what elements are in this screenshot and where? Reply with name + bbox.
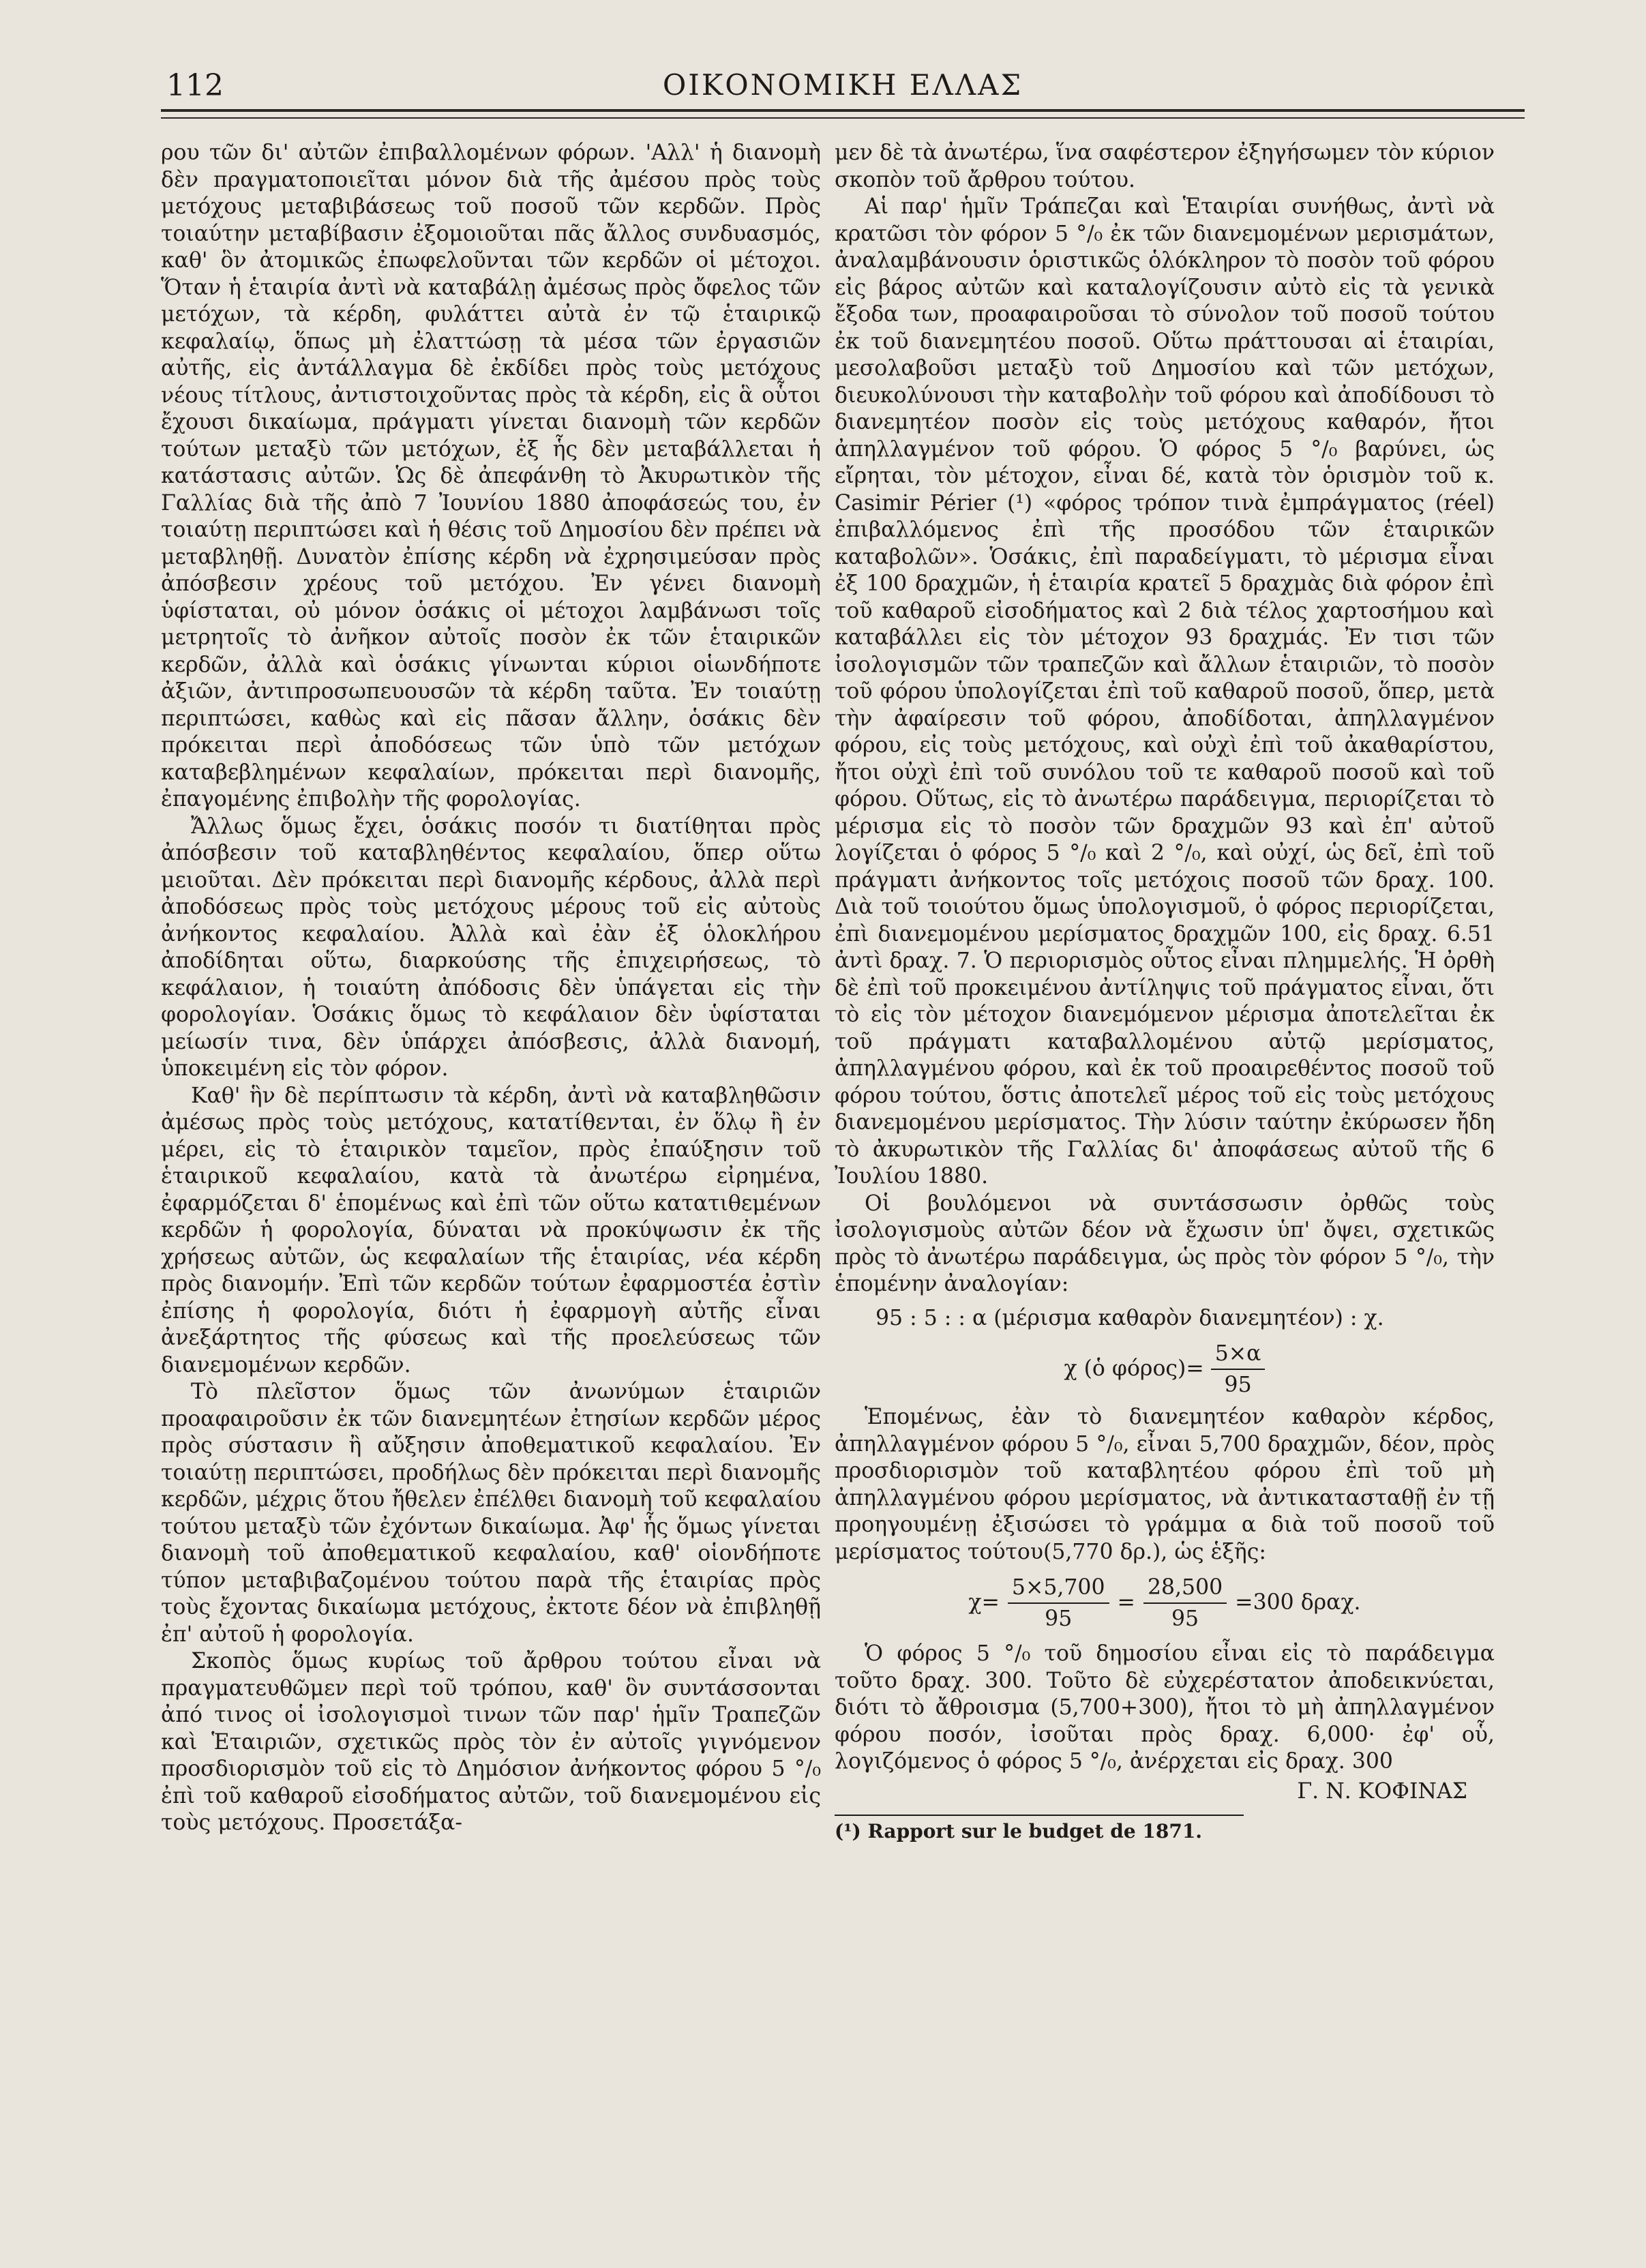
formula-lhs: χ (ὁ φόρος)= [1064, 1356, 1204, 1382]
fraction [1143, 1572, 1227, 1634]
paragraph: Ὁ φόρος 5 °/₀ τοῦ δημοσίου εἶναι εἰς τὸ παράδειγμα τοῦτο δραχ. 300. Τοῦτο δὲ εὐχερέστατον ἀποδεικνύεται, διότι τὸ ἄθροισμα (5,700+300), ἤτοι τὸ μὴ ἀπηλλαγμένον φόρου ποσόν, ἰσοῦται πρὸς δραχ. 6,000· ἐφ' οὗ, λογιζόμενος ὁ φόρος 5 °/₀, ἀνέρχεται εἰς δραχ. 300 [835, 1641, 1495, 1774]
paragraph: Αἱ παρ' ἡμῖν Τράπεζαι καὶ Ἑταιρίαι συνήθως, ἀντὶ νὰ κρατῶσι τὸν φόρον 5 °/₀ ἐκ τῶν διανεμομένων μερισμάτων, ἀναλαμβάνουσιν ὁριστικῶς ὁλόκληρον τὸ ποσὸν τοῦ φόρου εἰς βάρος αὐτῶν καὶ καταλογίζουσιν αὐτὸ εἰς τὰ γενικὰ ἔξοδα των, προαφαιροῦσαι τὸ σύνολον τοῦ ποσοῦ τούτου ἐκ τοῦ διανεμητέου ποσοῦ. Οὕτω πράττουσαι αἱ ἑταιρίαι, μεσολαβοῦσι μεταξὺ τοῦ Δημοσίου καὶ τῶν μετόχων, διευκολύνουσι τὴν καταβολὴν τοῦ φόρου καὶ ἀποδίδουσι τὸ διανεμητέον ποσὸν εἰς τοὺς μετόχους καθαρόν, ἤτοι ἀπηλλαγμένον τοῦ φόρου. Ὁ φόρος 5 °/₀ βαρύνει, ὡς εἴρηται, τὸν μέτοχον, εἶναι δέ, κατὰ τὸν ὁρισμὸν τοῦ κ. Casimir Périer (¹) «φόρος τρόπον τινὰ ἐμπράγματος (réel) ἐπιβαλλόμενος ἐπὶ τῆς προσόδου τῶν ἑταιρικῶν καταβολῶν». Ὁσάκις, ἐπὶ παραδείγματι, τὸ μέρισμα εἶναι ἐξ 100 δραχμῶν, ἡ ἑταιρία κρατεῖ 5 δραχμὰς διὰ φόρον ἐπὶ τοῦ καθαροῦ εἰσοδήματος καὶ 2 διὰ τέλος χαρτοσήμου καὶ καταβάλλει εἰς τὸν μέτοχον 93 δραχμάς. Ἐν τισι τῶν ἰσολογισμῶν τῶν τραπεζῶν καὶ ἄλλων ἑταιριῶν, τὸ ποσὸν τοῦ φόρου ὑπολογίζεται ἐπὶ τοῦ καθαροῦ ποσοῦ, ὅπερ, μετὰ τὴν ἀφαίρεσιν τοῦ φόρου, ἀποδίδοται, ἀπηλλαγμένον φόρου, εἰς τοὺς μετόχους, καὶ οὐχὶ ἐπὶ τοῦ ἀκαθαρίστου, ἤτοι οὐχὶ ἐπὶ τοῦ συνόλου τοῦ τε καθαροῦ ποσοῦ καὶ τοῦ φόρου. Οὕτως, εἰς τὸ ἀνωτέρω παράδειγμα, περιορίζεται τὸ μέρισμα εἰς τὸ ποσὸν τῶν δραχμῶν 93 καὶ ἐπ' αὐτοῦ λογίζεται ὁ φόρος 5 °/₀ καὶ 2 °/₀, καὶ οὐχί, ὡς δεῖ, ἐπὶ τοῦ πράγματι ἀνήκοντος τοῖς μετόχοις ποσοῦ τῶν δραχ. 100. Διὰ τοῦ τοιούτου ὅμως ὑπολογισμοῦ, ὁ φόρος περιορίζεται, ἐπὶ διανεμομένου μερίσματος δραχμῶν 100, εἰς δραχ. 6.51 ἀντὶ δραχ. 7. Ὁ περιορισμὸς οὗτος εἶναι πλημμελής. Ἡ ὀρθὴ δὲ ἐπὶ τοῦ προκειμένου ἀντίληψις τοῦ πράγματος εἶναι, ὅτι τὸ εἰς τὸν μέτοχον διανεμόμενον μέρισμα ἀποτελεῖται ἐκ τοῦ πράγματι καταβαλλομένου αὐτῷ μερίσματος, ἀπηλλαγμένου φόρου, καὶ ἐκ τοῦ προαιρεθέντος ποσοῦ τοῦ φόρου τούτου, ὅστις ἀποτελεῖ μέρος τοῦ εἰς τοὺς μετόχους διανεμομένου μερίσματος. Τὴν λύσιν ταύτην ἐκύρωσεν ἤδη τὸ ἀκυρωτικὸν τῆς Γαλλίας δι' ἀποφάσεως αὐτοῦ τῆς 6 Ἰουλίου 1880. [835, 194, 1495, 1189]
fraction [1211, 1339, 1266, 1400]
fraction-denominator: 95 [1045, 1607, 1073, 1631]
formula-lhs: χ= [968, 1590, 1000, 1615]
equals-sign: = [1117, 1590, 1135, 1615]
fraction-numerator: 28,500 [1143, 1572, 1227, 1604]
page-header [161, 63, 1525, 110]
tax-formula [835, 1339, 1495, 1400]
page-number: 112 [166, 68, 224, 103]
fraction-numerator: 5×5,700 [1008, 1572, 1109, 1604]
footnote-rule [835, 1815, 1244, 1816]
fraction [1008, 1572, 1109, 1634]
footnote: (¹) Rapport sur le budget de 1871. [835, 1820, 1203, 1842]
left-column [161, 140, 821, 1837]
fraction-denominator: 95 [1171, 1607, 1199, 1631]
fraction-denominator: 95 [1224, 1373, 1252, 1397]
header-rule-thick [161, 109, 1525, 112]
paragraph: ρου τῶν δι' αὐτῶν ἐπιβαλλομένων φόρων. 'Αλλ' ἡ διανομὴ δὲν πραγματοποιεῖται μόνον διὰ τῆς ἀμέσου πρὸς τοὺς μετόχους μεταβιβάσεως τοῦ ποσοῦ τῶν κερδῶν. Πρὸς τοιαύτην μεταβίβασιν ἐξομοιοῦται πᾶς ἄλλος συνδυασμός, καθ' ὃν ἀτομικῶς ἐπωφελοῦνται τῶν κερδῶν οἱ μέτοχοι. Ὅταν ἡ ἑταιρία ἀντὶ νὰ καταβάλῃ ἀμέσως πρὸς ὄφελος τῶν μετόχων, τὰ κέρδη, φυλάττει αὐτὰ ἐν τῷ ἑταιρικῷ κεφαλαίῳ, ὅπως μὴ ἐλαττώσῃ τὰ μέσα τῶν ἐργασιῶν αὐτῆς, εἰς ἀντάλλαγμα δὲ ἐκδίδει πρὸς τοὺς μετόχους νέους τίτλους, ἀντιστοιχοῦντας πρὸς τὰ κέρδη, εἰς ἃ οὗτοι ἔχουσι δικαίωμα, πράγματι γίνεται διανομὴ τῶν κερδῶν τούτων μεταξὺ τῶν μετόχων, ἐξ ἧς δὲν μεταβάλλεται ἡ κατάστασις αὐτῶν. Ὡς δὲ ἀπεφάνθη τὸ Ἀκυρωτικὸν τῆς Γαλλίας διὰ τῆς ἀπὸ 7 Ἰουνίου 1880 ἀποφάσεώς του, ἐν τοιαύτῃ περιπτώσει καὶ ἡ θέσις τοῦ Δημοσίου δὲν πρέπει νὰ μεταβληθῇ. Δυνατὸν ἐπίσης κέρδη νὰ ἐχρησιμεύσαν πρὸς ἀπόσβεσιν χρέους τοῦ μετόχου. Ἐν γένει διανομὴ ὑφίσταται, οὐ μόνον ὁσάκις οἱ μέτοχοι λαμβάνωσι τοῖς μετρητοῖς τὸ ἀνῆκον αὐτοῖς ποσὸν ἐκ τῶν ἑταιρικῶν κερδῶν, ἀλλὰ καὶ ὁσάκις γίνωνται κύριοι οἱωνδήποτε ἀξιῶν, ἀντιπροσωπευουσῶν τὰ κέρδη ταῦτα. Ἐν τοιαύτῃ περιπτώσει, καθὼς καὶ εἰς πᾶσαν ἄλλην, ὁσάκις δὲν πρόκειται περὶ ἀποδόσεως τῶν ὑπὸ τῶν μετόχων καταβεβλημένων κεφαλαίων, πρόκειται περὶ διανομῆς, ἐπαγομένης ἐπιβολὴν τῆς φορολογίας. [161, 140, 821, 811]
paragraph: Σκοπὸς ὅμως κυρίως τοῦ ἄρθρου τούτου εἶναι νὰ πραγματευθῶμεν περὶ τοῦ τρόπου, καθ' ὃν συντάσσονται ἀπό τινος οἱ ἰσολογισμοὶ τινων τῶν παρ' ἡμῖν Τραπεζῶν καὶ Ἑταιριῶν, σχετικῶς πρὸς τὸν ἐν αὐτοῖς γιγνόμενον προσδιορισμὸν τοῦ εἰς τὸ Δημόσιον ἀνήκοντος φόρου 5 °/₀ ἐπὶ τοῦ καθαροῦ εἰσοδήματος αὐτῶν, τοῦ διανεμομένου εἰς τοὺς μετόχους. Προσετάξα- [161, 1649, 821, 1835]
header-rule-thin [161, 117, 1525, 119]
right-column [835, 140, 1495, 1843]
paragraph: Ἑπομένως, ἐὰν τὸ διανεμητέον καθαρὸν κέρδος, ἀπηλλαγμένον φόρου 5 °/₀, εἶναι 5,700 δραχμῶν, δέον, πρὸς προσδιορισμὸν τοῦ καταβλητέου φόρου ἐπὶ τοῦ μὴ ἀπηλλαγμένου φόρου μερίσματος, νὰ ἀντικατασταθῇ ἐν τῇ προηγουμένῃ ἐξισώσει τὸ γράμμα α διὰ τοῦ ποσοῦ τοῦ μερίσματος τούτου(5,770 δρ.), ὡς ἑξῆς: [835, 1405, 1495, 1564]
calculation-formula [835, 1572, 1495, 1634]
running-title: ΟΙΚΟΝΟΜΙΚΗ ΕΛΛΑΣ [662, 68, 1023, 102]
paragraph: Καθ' ἣν δὲ περίπτωσιν τὰ κέρδη, ἀντὶ νὰ καταβληθῶσιν ἀμέσως πρὸς τοὺς μετόχους, κατατίθενται, ἐν ὅλῳ ἢ ἐν μέρει, εἰς τὸ ἑταιρικὸν ταμεῖον, πρὸς ἐπαύξησιν τοῦ ἑταιρικοῦ κεφαλαίου, κατὰ τὰ ἀνωτέρω εἰρημένα, ἐφαρμόζεται δ' ἑπομένως καὶ ἐπὶ τῶν οὕτω κατατιθεμένων κερδῶν ἡ φορολογία, δύναται νὰ προκύψωσιν ἐκ τῆς χρήσεως αὐτῶν, ὡς κεφαλαίων τῆς ἑταιρίας, νέα κέρδη πρὸς διανομήν. Ἐπὶ τῶν κερδῶν τούτων ἐφαρμοστέα ἐστὶν ἐπίσης ἡ φορολογία, διότι ἡ ἐφαρμογὴ αὐτῆς εἶναι ἀνεξάρτητος τῆς φύσεως καὶ τῆς προελεύσεως τῶν διανεμομένων κερδῶν. [161, 1083, 821, 1377]
fraction-numerator: 5×α [1211, 1339, 1266, 1370]
paragraph: Ἄλλως ὅμως ἔχει, ὁσάκις ποσόν τι διατίθηται πρὸς ἀπόσβεσιν τοῦ καταβληθέντος κεφαλαίου, ὅπερ οὕτω μειοῦται. Δὲν πρόκειται περὶ διανομῆς κέρδους, ἀλλὰ περὶ ἀποδόσεως πρὸς τοὺς μετόχους μέρους τοῦ εἰς αὐτοὺς ἀνήκοντος κεφαλαίου. Ἀλλὰ καὶ ἐὰν ἐξ ὁλοκλήρου ἀποδίδηται οὕτω, διαρκούσης τῆς ἐπιχειρήσεως, τὸ κεφάλαιον, ἡ τοιαύτη ἀπόδοσις δὲν ὑπάγεται εἰς τὴν φορολογίαν. Ὁσάκις ὅμως τὸ κεφάλαιον δὲν ὑφίσταται μείωσίν τινα, δὲν ὑπάρχει ἀπόσβεσις, ἀλλὰ διανομή, ὑποκειμένη εἰς τὸν φόρον. [161, 814, 821, 1081]
proportion-formula: 95 : 5 : : α (μέρισμα καθαρὸν διανεμητέον) : χ. [876, 1305, 1384, 1330]
paragraph: μεν δὲ τὰ ἀνωτέρω, ἵνα σαφέστερον ἐξηγήσωμεν τὸν κύριον σκοπὸν τοῦ ἄρθρου τούτου. [835, 140, 1495, 192]
paragraph: Τὸ πλεῖστον ὅμως τῶν ἀνωνύμων ἑταιριῶν προαφαιροῦσιν ἐκ τῶν διανεμητέων ἐτησίων κερδῶν μέρος πρὸς σύστασιν ἢ αὔξησιν ἀποθεματικοῦ κεφαλαίου. Ἐν τοιαύτῃ περιπτώσει, προδήλως δὲν πρόκειται περὶ διανομῆς κερδῶν, μέχρις ὅτου ἤθελεν ἐπέλθει διανομὴ τοῦ κεφαλαίου τούτου μεταξὺ τῶν ἐχόντων δικαίωμα. Ἀφ' ἧς ὅμως γίνεται διανομὴ τοῦ ἀποθεματικοῦ κεφαλαίου, καθ' οἱονδήποτε τύπον μεταβιβαζομένου τούτου παρὰ τῆς ἑταιρίας πρὸς τοὺς ἔχοντας δικαίωμα μετόχους, ἐκτοτε δέον νὰ ἐπιβληθῇ ἐπ' αὐτοῦ ἡ φορολογία. [161, 1379, 821, 1647]
paragraph: Οἱ βουλόμενοι νὰ συντάσσωσιν ὀρθῶς τοὺς ἰσολογισμοὺς αὐτῶν δέον νὰ ἔχωσιν ὑπ' ὄψει, σχετικῶς πρὸς τὸ ἀνωτέρω παράδειγμα, ὡς πρὸς τὸν φόρον 5 °/₀, τὴν ἑπομένην ἀναλογίαν: [835, 1191, 1495, 1296]
formula-result: =300 δραχ. [1235, 1590, 1361, 1615]
author-signature: Γ. Ν. ΚΟΦΙΝΑΣ [1297, 1778, 1467, 1804]
